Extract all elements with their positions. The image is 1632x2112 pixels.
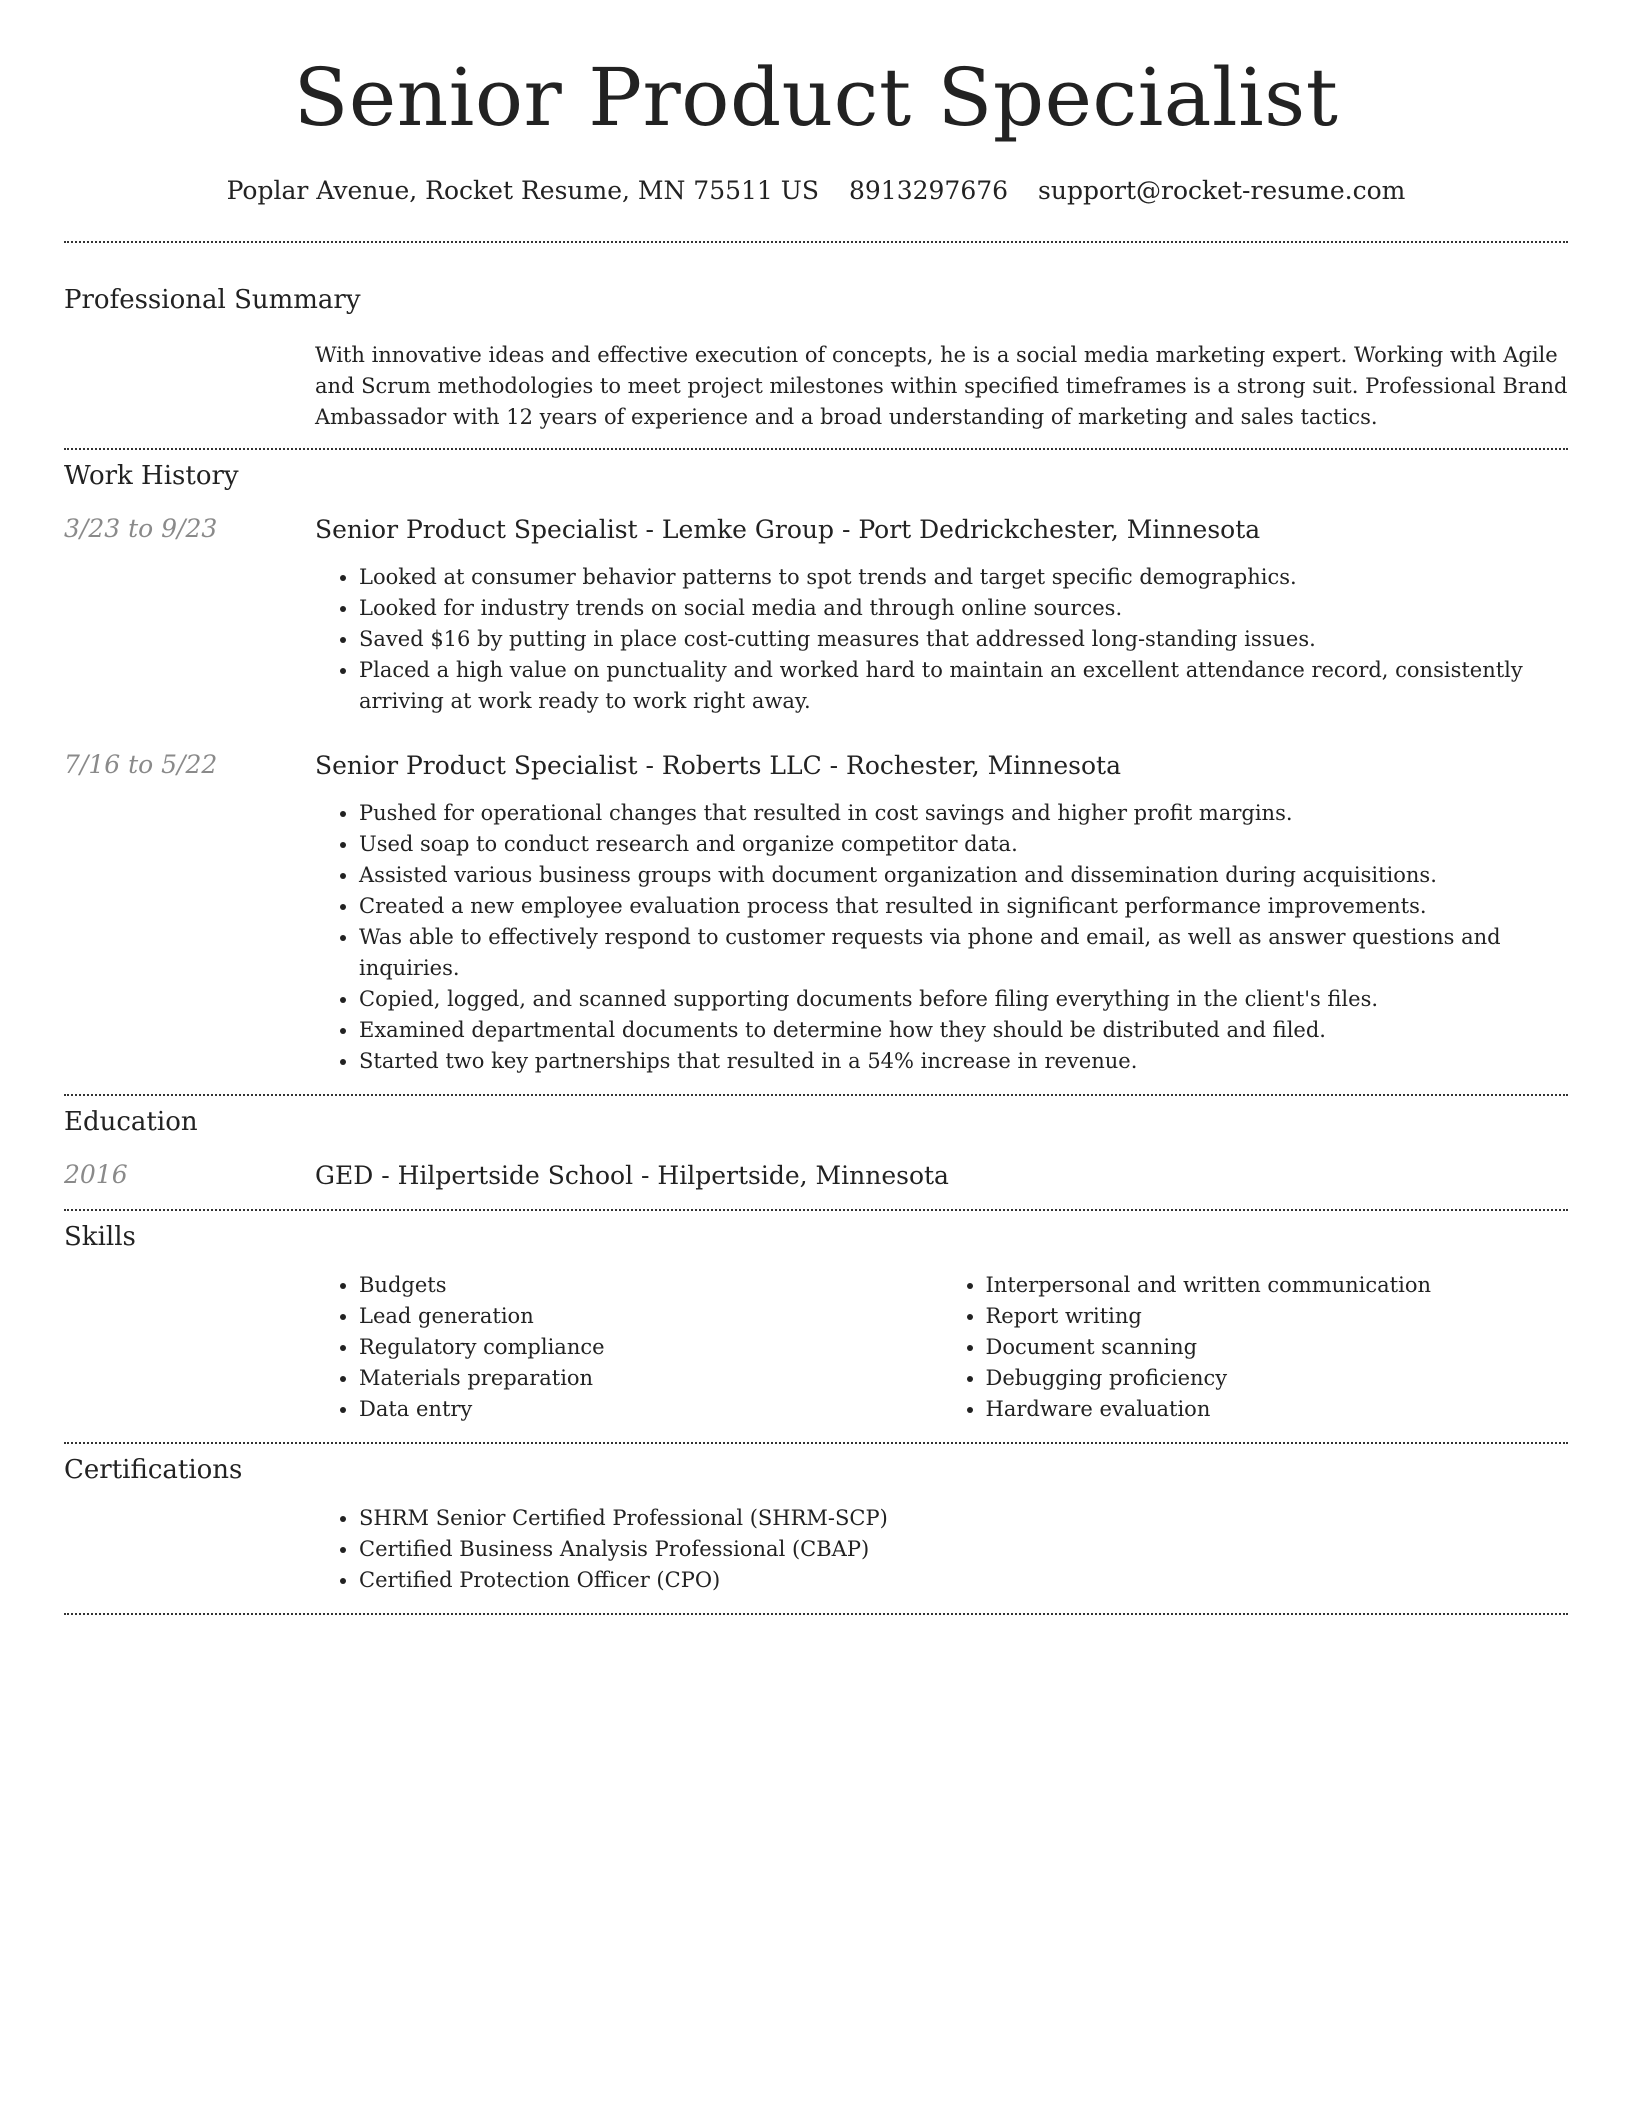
work-history-divider xyxy=(64,1094,1568,1096)
certifications-title: Certifications xyxy=(64,1455,243,1485)
summary-row xyxy=(64,340,1568,433)
skill-item: • Hardware evaluation xyxy=(986,1394,1569,1425)
job-title: Senior Product Specialist - Lemke Group - Port Dedrickchester, Minnesota xyxy=(315,515,1261,544)
skill-item: • Report writing xyxy=(986,1301,1569,1332)
job-bullet: • Pushed for operational changes that resulted in cost savings and higher profit margins. xyxy=(359,798,1568,829)
skills-list-right xyxy=(942,1270,1569,1425)
job-bullet: • Was able to effectively respond to customer requests via phone and email, as well as answer questions and inquiries. xyxy=(359,922,1568,984)
job-bullet: • Placed a high value on punctuality and worked hard to maintain an excellent attendance record, consistently arriving at work ready to work right away. xyxy=(359,655,1568,717)
education-entry xyxy=(64,1160,1568,1192)
skills-row xyxy=(64,1270,1568,1425)
certifications-body xyxy=(315,1503,1568,1596)
resume-name: Senior Product Specialist xyxy=(293,51,1339,144)
certifications-spacer xyxy=(64,1503,315,1596)
header-divider xyxy=(64,241,1568,243)
work-history-section xyxy=(64,461,1568,1096)
job-body xyxy=(315,514,1568,717)
job-bullet: • Looked for industry trends on social media and through online sources. xyxy=(359,593,1568,624)
contact-address: Poplar Avenue, Rocket Resume, MN 75511 US xyxy=(226,176,819,205)
education-year: 2016 xyxy=(64,1160,128,1189)
job-bullet: • Assisted various business groups with document organization and dissemination during acquisitions. xyxy=(359,860,1568,891)
contact-phone: 8913297676 xyxy=(848,176,1009,205)
job-bullets xyxy=(315,562,1568,717)
skills-columns xyxy=(315,1270,1568,1425)
skill-item: • Data entry xyxy=(359,1394,942,1425)
contact-line xyxy=(64,176,1568,205)
skill-item: • Document scanning xyxy=(986,1332,1569,1363)
summary-section xyxy=(64,285,1568,450)
education-divider xyxy=(64,1209,1568,1211)
job-bullet: • Examined departmental documents to determine how they should be distributed and filed. xyxy=(359,1015,1568,1046)
skills-spacer xyxy=(64,1270,315,1425)
certification-item: • Certified Business Analysis Professional (CBAP) xyxy=(359,1534,1568,1565)
skill-item: • Materials preparation xyxy=(359,1363,942,1394)
summary-divider xyxy=(64,448,1568,450)
job-entry xyxy=(64,750,1568,1077)
summary-body xyxy=(315,340,1568,433)
job-bullet: • Looked at consumer behavior patterns to spot trends and target specific demographics. xyxy=(359,562,1568,593)
job-title: Senior Product Specialist - Roberts LLC - Rochester, Minnesota xyxy=(315,751,1122,780)
skill-item: • Debugging proficiency xyxy=(986,1363,1569,1394)
skills-section xyxy=(64,1222,1568,1444)
summary-text: With innovative ideas and effective execution of concepts, he is a social media marketing expert. Working with Agile and Scrum methodologies to meet project milestones within specified timeframes is a strong suit. Professional Brand Ambassador with 12 years of experience and a broad understanding of marketing and sales tactics. xyxy=(315,343,1568,429)
education-body xyxy=(315,1160,1568,1192)
skill-item: • Budgets xyxy=(359,1270,942,1301)
education-title: Education xyxy=(64,1107,198,1137)
certification-item: • SHRM Senior Certified Professional (SHRM-SCP) xyxy=(359,1503,1568,1534)
education-section xyxy=(64,1107,1568,1211)
job-dates: 7/16 to 5/22 xyxy=(64,750,218,779)
skills-list-left xyxy=(315,1270,942,1425)
skill-item: • Interpersonal and written communication xyxy=(986,1270,1569,1301)
education-text: GED - Hilpertside School - Hilpertside, Minnesota xyxy=(315,1161,949,1190)
job-bullet: • Saved $16 by putting in place cost-cutting measures that addressed long-standing issues. xyxy=(359,624,1568,655)
skill-item: • Regulatory compliance xyxy=(359,1332,942,1363)
summary-title: Professional Summary xyxy=(64,285,361,315)
certifications-list xyxy=(315,1503,1568,1596)
skills-divider xyxy=(64,1442,1568,1444)
job-bullets xyxy=(315,798,1568,1077)
job-bullet: • Used soap to conduct research and organize competitor data. xyxy=(359,829,1568,860)
skill-item: • Lead generation xyxy=(359,1301,942,1332)
certification-item: • Certified Protection Officer (CPO) xyxy=(359,1565,1568,1596)
job-dates: 3/23 to 9/23 xyxy=(64,514,218,543)
skills-title: Skills xyxy=(64,1222,136,1252)
summary-spacer xyxy=(64,340,315,433)
job-bullet: • Copied, logged, and scanned supporting documents before filing everything in the client's files. xyxy=(359,984,1568,1015)
job-bullet: • Created a new employee evaluation process that resulted in significant performance improvements. xyxy=(359,891,1568,922)
contact-email: support@rocket-resume.com xyxy=(1038,176,1406,205)
certifications-section xyxy=(64,1455,1568,1615)
certifications-row xyxy=(64,1503,1568,1596)
work-history-title: Work History xyxy=(64,461,239,491)
certifications-divider xyxy=(64,1613,1568,1615)
job-bullet: • Started two key partnerships that resulted in a 54% increase in revenue. xyxy=(359,1046,1568,1077)
job-body xyxy=(315,750,1568,1077)
job-entry xyxy=(64,514,1568,717)
